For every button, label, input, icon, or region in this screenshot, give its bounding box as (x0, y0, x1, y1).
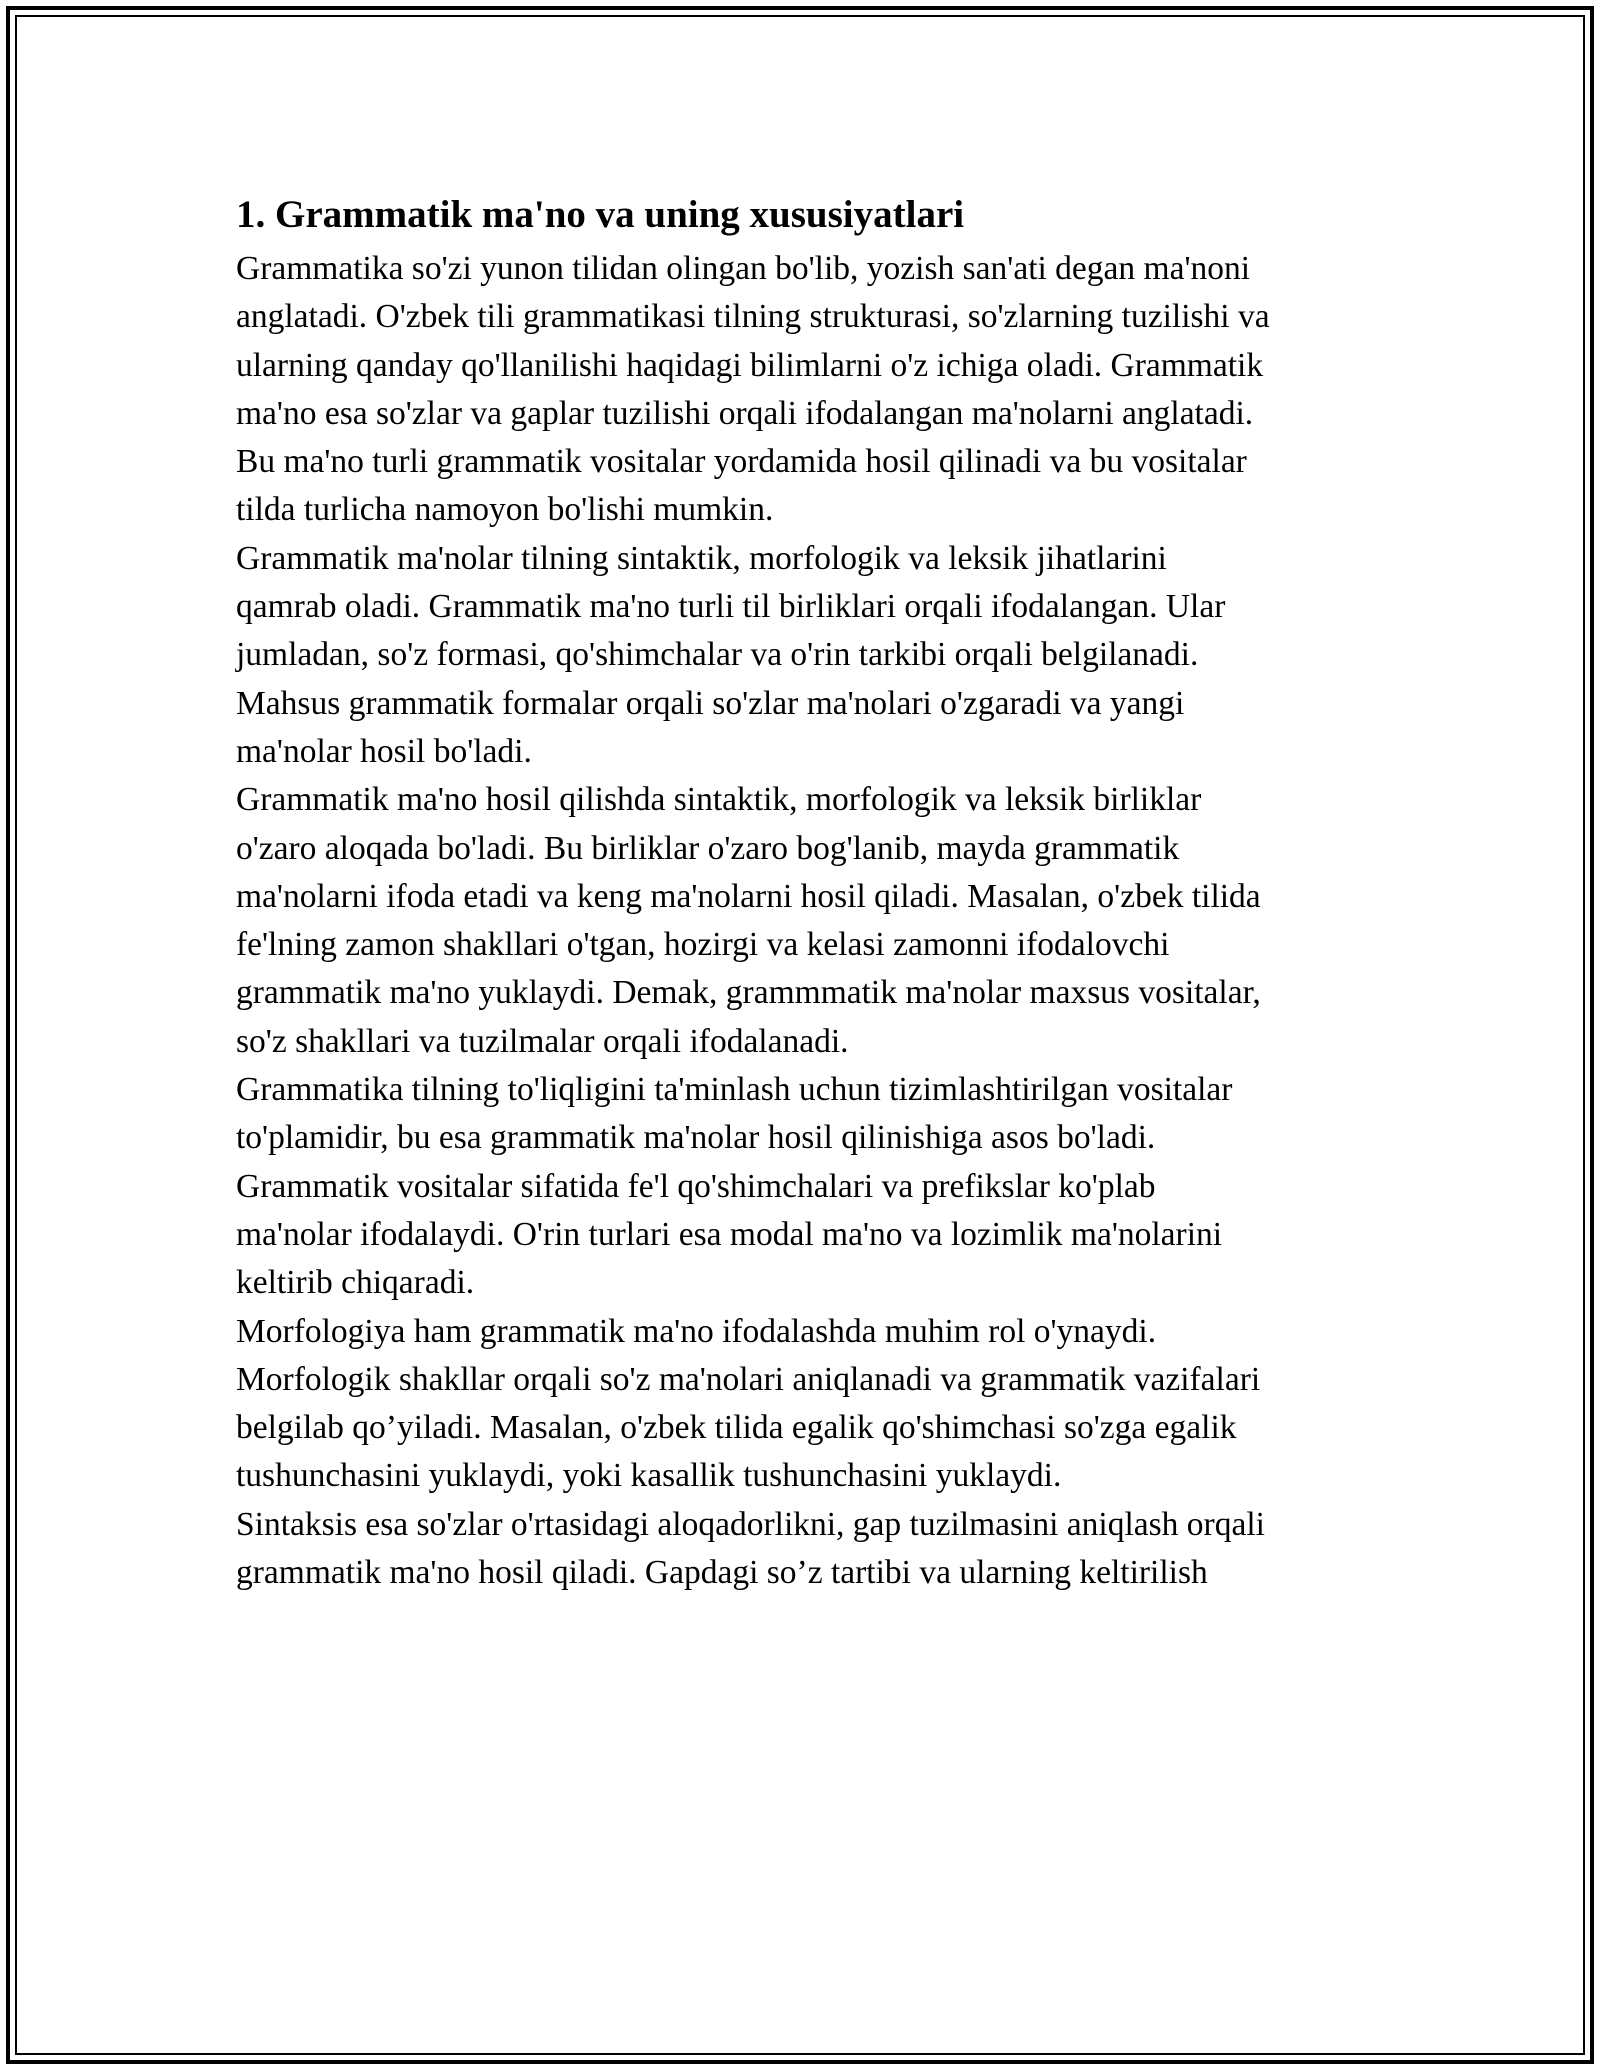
paragraph-5: Morfologiya ham grammatik ma'no ifodalashda muhim rol o'ynaydi. Morfologik shakllar orqali so'z ma'nolari aniqlanadi va grammatik vazifalari belgilab qo’yiladi. Masalan, o'zbek tilida egalik qo'shimchasi so'zga egalik tushunchasini yuklaydi, yoki kasallik tushunchasini yuklaydi. (236, 1312, 1261, 1495)
document-body (236, 185, 1376, 1597)
section-heading: 1. Grammatik ma'no va uning xususiyatlari (236, 193, 965, 236)
paragraph-3: Grammatik ma'no hosil qilishda sintaktik, morfologik va leksik birliklar o'zaro aloqada bo'ladi. Bu birliklar o'zaro bog'lanib, mayda grammatik ma'nolarni ifoda etadi va keng ma'nolarni hosil qiladi. Masalan, o'zbek tilida fe'lning zamon shakllari o'tgan, hozirgi va kelasi zamonni ifodalovchi grammatik ma'no yuklaydi. Demak, grammmatik ma'nolar maxsus vositalar, so'z shakllari va tuzilmalar orqali ifodalanadi. (236, 781, 1261, 1060)
paragraph-4: Grammatika tilning to'liqligini ta'minlash uchun tizimlashtirilgan vositalar to'plamidir, bu esa grammatik ma'nolar hosil qilinishiga asos bo'ladi. Grammatik vositalar sifatida fe'l qo'shimchalari va prefikslar ko'plab ma'nolar ifodalaydi. O'rin turlari esa modal ma'no va lozimlik ma'nolarini keltirib chiqaradi. (236, 1071, 1233, 1302)
paragraph-2: Grammatik ma'nolar tilning sintaktik, morfologik va leksik jihatlarini qamrab oladi. Grammatik ma'no turli til birliklari orqali ifodalangan. Ular jumladan, so'z formasi, qo'shimchalar va o'rin tarkibi orqali belgilanadi. Mahsus grammatik formalar orqali so'zlar ma'nolari o'zgaradi va yangi ma'nolar hosil bo'ladi. (236, 539, 1226, 770)
paragraph-1: Grammatika so'zi yunon tilidan olingan bo'lib, yozish san'ati degan ma'noni anglatadi. O'zbek tili grammatikasi tilning strukturasi, so'zlarning tuzilishi va ularning qanday qo'llanilishi haqidagi bilimlarni o'z ichiga oladi. Grammatik ma'no esa so'zlar va gaplar tuzilishi orqali ifodalangan ma'nolarni anglatadi. Bu ma'no turli grammatik vositalar yordamida hosil qilinadi va bu vositalar tilda turlicha namoyon bo'lishi mumkin. (236, 250, 1270, 529)
paragraph-6: Sintaksis esa so'zlar o'rtasidagi aloqadorlikni, gap tuzilmasini aniqlash orqali grammatik ma'no hosil qiladi. Gapdagi so’z tartibi va ularning keltirilish (236, 1505, 1265, 1592)
